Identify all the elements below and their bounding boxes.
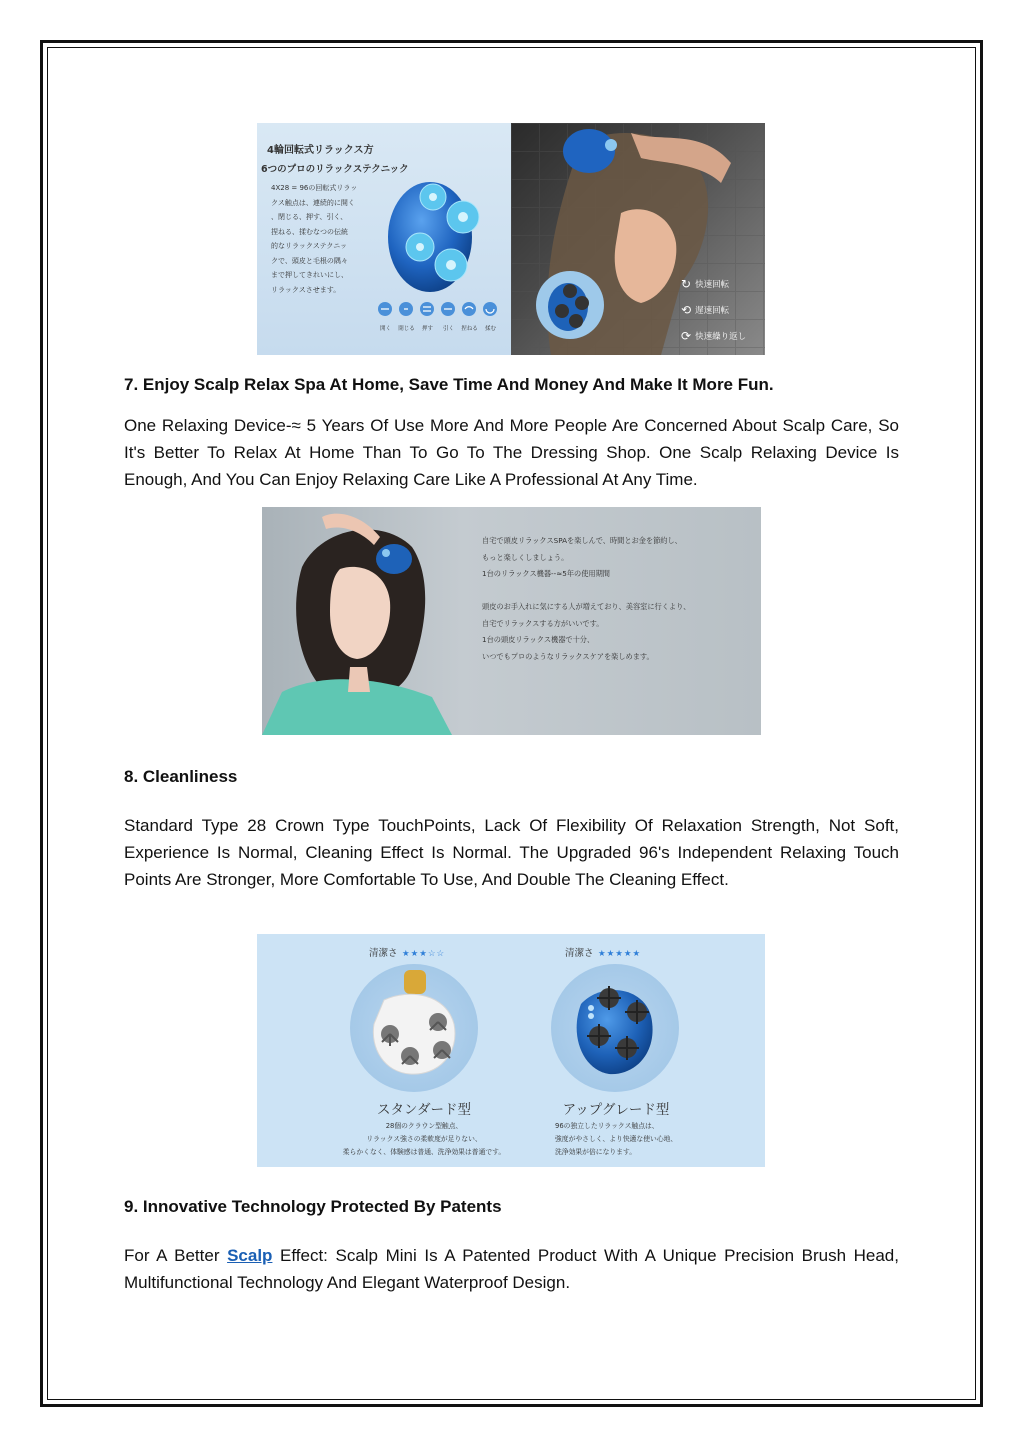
blue-massager-small-icon — [536, 271, 604, 339]
image2-line: 自宅で頭皮リラックスSPAを楽しんで、時間とお金を節約し、 — [482, 536, 682, 545]
repeat-icon: ⟳ — [681, 329, 692, 343]
mode-label: 快速回転 — [695, 280, 730, 290]
desc-line: 柔らかくなく、体験感は普通、洗浄効果は普通です。 — [342, 1148, 506, 1156]
technique-label: 押す — [421, 326, 433, 332]
woman-with-device-photo — [262, 507, 492, 735]
image2-line: 頭皮のお手入れに気にする人が増えており、美容室に行くより、 — [482, 602, 691, 611]
section-8-body-wrap — [124, 812, 899, 893]
image2-line: もっと楽しくしましょう。 — [482, 552, 569, 562]
desc-line: 洗浄効果が倍になります。 — [555, 1148, 637, 1156]
upgrade-type-desc — [555, 1120, 677, 1159]
section-9-body-end: Effect: Scalp Mini Is A Patented Product With A Unique Precision Brush Head, Multifunctional Technology And Elegant Waterproof Design. — [124, 1246, 899, 1292]
rating-stars: ★★★★★ — [597, 948, 642, 958]
desc-line: 強度がやさしく、より快適な使い心地、 — [555, 1135, 678, 1143]
technique-label: 閉じる — [398, 326, 415, 332]
image1-desc-line: まで押してきれいにし、 — [271, 271, 348, 279]
scalp-link[interactable]: Scalp — [227, 1246, 273, 1265]
image1-desc-line: リラックスさせます。 — [271, 285, 341, 294]
standard-device-disc — [350, 964, 478, 1092]
fast-rotate-icon: ↻ — [681, 277, 692, 291]
technique-icons — [375, 301, 507, 317]
upgrade-blue-massager-illustration — [551, 964, 679, 1092]
section-9-body — [124, 1242, 899, 1296]
section-9 — [124, 1196, 899, 1218]
rating-label: 清潔さ — [565, 948, 594, 959]
desc-line: 96の独立したリラックス触点は、 — [555, 1122, 659, 1130]
upgrade-type-name: アップグレード型 — [562, 1102, 670, 1118]
standard-type-name: スタンダード型 — [377, 1102, 471, 1118]
image1-desc-line: クで、頭皮と毛根の隅々 — [271, 256, 348, 265]
device-inset-circle — [536, 271, 604, 339]
section-7-heading: 7. Enjoy Scalp Relax Spa At Home, Save Time And Money And Make It More Fun. — [124, 375, 774, 394]
image1-description — [271, 181, 371, 297]
upgrade-device-disc — [551, 964, 679, 1092]
image2-line: いつでもプロのようなリラックスケアを楽しめます。 — [482, 651, 654, 661]
technique-label: 揉む — [484, 326, 496, 332]
mode-label: 快速繰り返し — [695, 332, 747, 342]
technique-label: 引く — [442, 326, 454, 332]
technique-label: 開く — [379, 326, 391, 332]
image2-text-block — [482, 533, 757, 665]
image1-title-1: 4輪回転式リラックス方 — [267, 145, 374, 156]
image1-desc-line: 的なリラックステクニッ — [271, 242, 347, 250]
upgrade-type-panel — [511, 934, 765, 1167]
section-8-heading: 8. Cleanliness — [124, 767, 238, 786]
mode-list — [681, 271, 746, 349]
product-image-woman-relaxing — [262, 507, 761, 735]
standard-type-panel — [257, 934, 511, 1167]
standard-white-massager-illustration — [350, 964, 478, 1092]
image2-line — [482, 583, 757, 600]
image1-desc-line: クス触点は、連続的に開く — [271, 198, 355, 207]
image1-right-photo — [511, 123, 765, 355]
section-9-body-wrap — [124, 1242, 899, 1296]
technique-label: 捏ねる — [461, 326, 478, 332]
rating-stars: ★★★☆☆ — [401, 948, 446, 958]
section-9-heading: 9. Innovative Technology Protected By Patents — [124, 1197, 502, 1216]
section-7-body: One Relaxing Device-≈ 5 Years Of Use More And More People Are Concerned About Scalp Care, So It's Better To Relax At Home Than To Go To The Dressing Shop. One Scalp Relaxing Device Is Enough, And You Can Enjoy Relaxing Care Like A Professional At Any Time. — [124, 416, 899, 489]
image2-line: 自宅でリラックスする方がいいです。 — [482, 618, 604, 628]
image2-line: 1台のリラックス機器--≈5年の使用期間 — [482, 569, 610, 578]
image1-title-2: 6つのプロのリラックステクニック — [261, 164, 409, 175]
section-8 — [124, 766, 899, 788]
section-9-body-start: For A Better — [124, 1246, 228, 1265]
slow-rotate-icon: ⟲ — [681, 303, 692, 317]
rating-label: 清潔さ — [369, 948, 398, 959]
section-8-body: Standard Type 28 Crown Type TouchPoints, Lack Of Flexibility Of Relaxation Strength, Not Soft, Experience Is Normal, Cleaning Effect Is Normal. The Upgraded 96's Independent Relaxing Touch Points Are Stronger, More Comfortable To Use, And Double The Cleaning Effect. — [124, 816, 899, 889]
section-7 — [124, 374, 899, 396]
mode-label: 遅速回転 — [695, 306, 730, 316]
product-image-rotation-techniques — [257, 123, 765, 355]
image2-line: 1台の頭皮リラックス機器で十分、 — [482, 635, 595, 644]
image1-left-panel — [257, 123, 511, 355]
section-7-body-wrap — [124, 412, 899, 493]
image1-desc-line: 4X28 = 96の回転式リラッ — [271, 184, 358, 192]
desc-line: 28個のクラウン型触点、 — [385, 1122, 463, 1130]
product-image-comparison — [257, 934, 765, 1167]
blue-massager-device-illustration — [375, 165, 505, 295]
image1-desc-line: 、閉じる、押す、引く、 — [271, 213, 348, 221]
desc-line: リラックス強さの柔軟度が足りない、 — [366, 1135, 482, 1143]
technique-icons-row — [375, 301, 507, 331]
image1-desc-line: 捏ねる、揉むなつの伝統 — [271, 227, 348, 236]
